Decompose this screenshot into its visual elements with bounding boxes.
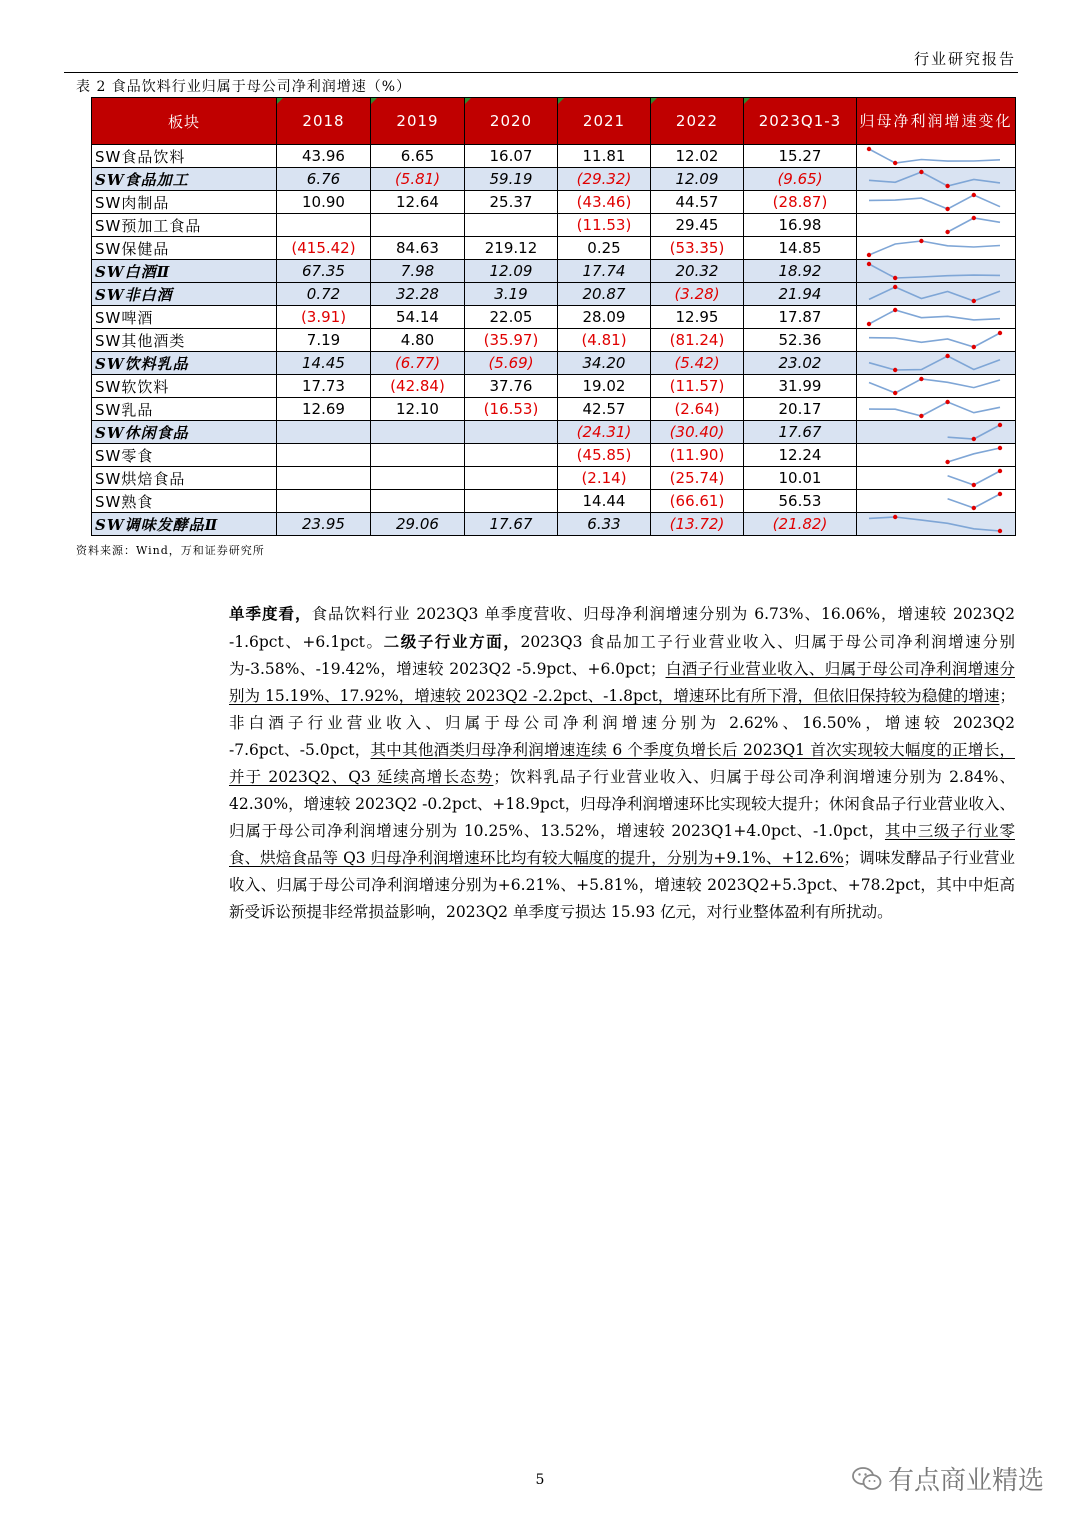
page-number: 5 [535,1472,545,1488]
value-cell-2018 [277,444,371,467]
value-cell-2019 [371,444,465,467]
trend-sparkline [857,490,1014,512]
value-cell-2020 [465,444,558,467]
col-header-2019 [371,98,465,145]
value-cell-2023q1-3: 10.01 [744,467,857,490]
value-cell-2018: 14.45 [277,352,371,375]
value-cell-2022: (2.64) [651,398,744,421]
bold-lead: 二级子行业方面， [383,632,521,651]
table-row [92,490,1016,513]
value-cell-2022: (3.28) [651,283,744,306]
chat-bubbles-icon [852,1466,882,1492]
value-cell-2022: (53.35) [651,237,744,260]
sector-name-cell: SW预加工食品 [92,214,277,237]
sparkline-min-marker [972,506,976,510]
trend-sparkline-cell [857,398,1016,421]
table-row [92,283,1016,306]
value-cell-2018: 0.72 [277,283,371,306]
value-cell-2020: 219.12 [465,237,558,260]
value-cell-2020: 12.09 [465,260,558,283]
trend-sparkline-cell [857,260,1016,283]
trend-sparkline-cell [857,214,1016,237]
value-cell-2020: (16.53) [465,398,558,421]
table-row [92,237,1016,260]
paragraph-text: ；非白酒子行业营业收入、归属于母公司净利润增速分别为 2.62%、16.50%，增速较 2023Q2 -7.6pct、-5.0pct， [229,687,1015,759]
sparkline-min-marker [919,414,923,418]
value-cell-2023q1-3: 18.92 [744,260,857,283]
col-header-2023q1-3 [744,98,857,145]
value-cell-2021: 42.57 [558,398,651,421]
comment-marker-icon [277,98,283,104]
value-cell-2020: 25.37 [465,191,558,214]
value-cell-2019: 12.64 [371,191,465,214]
sector-name-cell: SW乳品 [92,398,277,421]
table-row [92,467,1016,490]
header-divider [64,72,1018,73]
value-cell-2022: 12.09 [651,168,744,191]
sparkline-min-marker [867,322,871,326]
trend-sparkline [857,398,1014,420]
table-row [92,352,1016,375]
value-cell-2018: 12.69 [277,398,371,421]
value-cell-2021: 0.25 [558,237,651,260]
paragraph-text: ；饮料乳品子行业营业收入、归属于母公司净利润增速分别为 2.84%、42.30%，增速较 2023Q2 -0.2pct、+18.9pct，归母净利润增速环比实现较大提升；休闲食品子行业营业收入、归属于母公司净利润增速分别为 10.25%、13.52%，增速较 2023Q1+4.0pct、-1.0pct， [229,768,1015,840]
sparkline-max-marker [893,285,897,289]
value-cell-2020: 37.76 [465,375,558,398]
trend-sparkline [857,237,1014,259]
value-cell-2023q1-3: 17.67 [744,421,857,444]
sparkline-max-marker [893,308,897,312]
sparkline-path [869,287,1000,301]
sector-name-cell: SW非白酒 [92,283,277,306]
profit-growth-table [91,97,1016,536]
trend-sparkline-cell [857,283,1016,306]
value-cell-2021: (43.46) [558,191,651,214]
value-cell-2021: (4.81) [558,329,651,352]
value-cell-2021: 34.20 [558,352,651,375]
sparkline-max-marker [998,331,1002,335]
trend-sparkline-cell [857,375,1016,398]
value-cell-2019: 54.14 [371,306,465,329]
bold-lead: 单季度看， [229,604,312,623]
sector-name-cell: SW烘焙食品 [92,467,277,490]
value-cell-2021: 28.09 [558,306,651,329]
value-cell-2019: (42.84) [371,375,465,398]
sector-name-cell: SW啤酒 [92,306,277,329]
col-header-label: 2019 [396,112,439,130]
value-cell-2022: (66.61) [651,490,744,513]
col-header-2021 [558,98,651,145]
col-header-label: 2022 [675,112,719,130]
value-cell-2018: 10.90 [277,191,371,214]
sparkline-path [869,517,1000,531]
comment-marker-icon [744,98,750,104]
sparkline-max-marker [867,147,871,151]
comment-marker-icon [371,98,377,104]
value-cell-2019: (6.77) [371,352,465,375]
value-cell-2021: 20.87 [558,283,651,306]
value-cell-2022: (81.24) [651,329,744,352]
trend-sparkline-cell [857,421,1016,444]
watermark [852,1460,1044,1497]
value-cell-2018: 7.19 [277,329,371,352]
sparkline-max-marker [998,469,1002,473]
sparkline-path [948,448,1000,462]
value-cell-2020: 22.05 [465,306,558,329]
sparkline-max-marker [998,492,1002,496]
trend-sparkline-cell [857,490,1016,513]
table-row [92,444,1016,467]
sparkline-max-marker [972,193,976,197]
value-cell-2023q1-3: 15.27 [744,145,857,168]
value-cell-2018 [277,467,371,490]
table-header-row [92,98,1016,145]
sparkline-max-marker [972,216,976,220]
table-row [92,329,1016,352]
value-cell-2020: 59.19 [465,168,558,191]
paragraph-text: ；调味发酵品子行业营业收入、归属于母公司净利润增速分别为+6.21%、+5.81%，增速较 2023Q2+5.3pct、+78.2pct，其中中炬高新受诉讼预提非经常损益影响，2023Q2 单季度亏损达 15.93 亿元，对行业整体盈利有所扰动。 [229,849,1015,921]
trend-sparkline-cell [857,467,1016,490]
value-cell-2018: 6.76 [277,168,371,191]
trend-sparkline [857,467,1014,489]
trend-sparkline [857,352,1014,374]
value-cell-2020: 3.19 [465,283,558,306]
value-cell-2020: 17.67 [465,513,558,536]
value-cell-2019: 4.80 [371,329,465,352]
sector-name-cell: SW其他酒类 [92,329,277,352]
value-cell-2022: 20.32 [651,260,744,283]
sparkline-path [869,310,1000,324]
value-cell-2020: (35.97) [465,329,558,352]
sparkline-path [869,264,1000,278]
sparkline-path [869,195,1000,209]
value-cell-2019 [371,490,465,513]
trend-sparkline [857,145,1014,167]
sparkline-path [869,402,1000,416]
trend-sparkline-cell [857,306,1016,329]
value-cell-2023q1-3: 31.99 [744,375,857,398]
value-cell-2023q1-3: 14.85 [744,237,857,260]
sparkline-min-marker [972,437,976,441]
value-cell-2022: (25.74) [651,467,744,490]
value-cell-2020: (5.69) [465,352,558,375]
sector-name-cell: SW软饮料 [92,375,277,398]
value-cell-2021: (45.85) [558,444,651,467]
sparkline-path [869,356,1000,370]
trend-sparkline-cell [857,145,1016,168]
col-header-trend: 归母净利润增速变化 [857,98,1016,145]
trend-sparkline-cell [857,513,1016,536]
value-cell-2022: (30.40) [651,421,744,444]
value-cell-2020: 16.07 [465,145,558,168]
value-cell-2019: (5.81) [371,168,465,191]
sparkline-min-marker [893,276,897,280]
col-header-label: 2021 [582,112,626,130]
value-cell-2022: 44.57 [651,191,744,214]
value-cell-2019 [371,214,465,237]
source-note: 资料来源：Wind，万和证券研究所 [76,544,265,557]
sector-name-cell: SW饮料乳品 [92,352,277,375]
trend-sparkline-cell [857,191,1016,214]
value-cell-2021: (2.14) [558,467,651,490]
value-cell-2020 [465,467,558,490]
table-row [92,191,1016,214]
trend-sparkline-cell [857,329,1016,352]
trend-sparkline [857,283,1014,305]
value-cell-2021: 19.02 [558,375,651,398]
value-cell-2023q1-3: 12.24 [744,444,857,467]
value-cell-2019: 32.28 [371,283,465,306]
value-cell-2019: 7.98 [371,260,465,283]
sparkline-max-marker [998,423,1002,427]
sparkline-min-marker [893,391,897,395]
value-cell-2023q1-3: (9.65) [744,168,857,191]
value-cell-2018: 23.95 [277,513,371,536]
value-cell-2022: (13.72) [651,513,744,536]
value-cell-2021: (11.53) [558,214,651,237]
sparkline-max-marker [919,239,923,243]
comment-marker-icon [558,98,564,104]
col-header-sector: 板块 [92,98,277,145]
underlined-highlight: 其中其他酒类归母净利润增速连续 6 个季度负增长后 2023Q1 首次实现较大幅度的正增长，并于 2023Q2、Q3 延续高增长态势 [229,741,1015,786]
table-body [92,145,1016,536]
col-header-2020 [465,98,558,145]
table-row [92,168,1016,191]
sector-name-cell: SW调味发酵品Ⅱ [92,513,277,536]
paragraph-text: 食品饮料行业 2023Q3 单季度营收、归母净利润增速分别为 6.73%、16.06%，增速较 2023Q2 -1.6pct、+6.1pct。 [229,605,1015,651]
sector-name-cell: SW白酒Ⅱ [92,260,277,283]
value-cell-2023q1-3: 23.02 [744,352,857,375]
value-cell-2020 [465,421,558,444]
table-row [92,145,1016,168]
comment-marker-icon [465,98,471,104]
sparkline-min-marker [893,161,897,165]
value-cell-2023q1-3: 21.94 [744,283,857,306]
sector-name-cell: SW零食 [92,444,277,467]
value-cell-2022: 12.02 [651,145,744,168]
table-title: 表 2 食品饮料行业归属于母公司净利润增速（%） [76,79,412,95]
sparkline-path [869,241,1000,255]
value-cell-2020 [465,214,558,237]
sparkline-min-marker [972,299,976,303]
sparkline-min-marker [998,529,1002,533]
col-header-label: 2023Q1-3 [758,112,842,130]
value-cell-2021: 14.44 [558,490,651,513]
sparkline-min-marker [945,460,949,464]
value-cell-2020 [465,490,558,513]
sparkline-min-marker [972,483,976,487]
table-row [92,260,1016,283]
value-cell-2019: 29.06 [371,513,465,536]
value-cell-2018 [277,421,371,444]
col-header-2022 [651,98,744,145]
sparkline-max-marker [867,262,871,266]
value-cell-2023q1-3: (21.82) [744,513,857,536]
trend-sparkline [857,191,1014,213]
value-cell-2021: 17.74 [558,260,651,283]
sparkline-path [869,172,1000,186]
col-header-label: 2018 [302,112,345,130]
value-cell-2018: 17.73 [277,375,371,398]
sparkline-min-marker [945,184,949,188]
value-cell-2018: (415.42) [277,237,371,260]
value-cell-2018: 67.35 [277,260,371,283]
sparkline-path [869,149,1000,163]
analysis-paragraph [229,600,1015,926]
value-cell-2019: 6.65 [371,145,465,168]
sparkline-max-marker [893,515,897,519]
value-cell-2019: 12.10 [371,398,465,421]
trend-sparkline [857,513,1014,535]
sparkline-min-marker [972,345,976,349]
sparkline-max-marker [919,170,923,174]
trend-sparkline-cell [857,352,1016,375]
col-header-label: 2020 [489,112,533,130]
sparkline-max-marker [919,377,923,381]
sector-name-cell: SW食品加工 [92,168,277,191]
value-cell-2021: 6.33 [558,513,651,536]
sparkline-max-marker [945,400,949,404]
sparkline-max-marker [945,354,949,358]
value-cell-2022: 12.95 [651,306,744,329]
table-row [92,375,1016,398]
trend-sparkline [857,214,1014,236]
watermark-text: 有点商业精选 [887,1466,1044,1496]
sector-name-cell: SW食品饮料 [92,145,277,168]
underlined-highlight: 其中三级子行业零食、烘焙食品等 Q3 归母净利润增速环比均有较大幅度的提升，分别为+9.1%、+12.6% [229,822,1015,867]
trend-sparkline [857,306,1014,328]
value-cell-2018: (3.91) [277,306,371,329]
value-cell-2021: (24.31) [558,421,651,444]
value-cell-2022: 29.45 [651,214,744,237]
table-row [92,421,1016,444]
value-cell-2023q1-3: (28.87) [744,191,857,214]
value-cell-2021: (29.32) [558,168,651,191]
trend-sparkline-cell [857,237,1016,260]
trend-sparkline [857,260,1014,282]
trend-sparkline [857,329,1014,351]
sparkline-min-marker [945,207,949,211]
table-row [92,306,1016,329]
value-cell-2023q1-3: 52.36 [744,329,857,352]
value-cell-2019: 84.63 [371,237,465,260]
value-cell-2023q1-3: 17.87 [744,306,857,329]
value-cell-2023q1-3: 20.17 [744,398,857,421]
sector-name-cell: SW保健品 [92,237,277,260]
table-row [92,214,1016,237]
value-cell-2022: (11.90) [651,444,744,467]
trend-sparkline-cell [857,168,1016,191]
value-cell-2023q1-3: 16.98 [744,214,857,237]
sector-name-cell: SW熟食 [92,490,277,513]
sparkline-min-marker [945,230,949,234]
value-cell-2022: (5.42) [651,352,744,375]
comment-marker-icon [651,98,657,104]
sector-name-cell: SW休闲食品 [92,421,277,444]
value-cell-2018 [277,214,371,237]
trend-sparkline [857,375,1014,397]
trend-sparkline [857,444,1014,466]
trend-sparkline-cell [857,444,1016,467]
value-cell-2019 [371,421,465,444]
paragraph-text: 2023Q3 食品加工子行业营业收入、归属于母公司净利润增速分别为-3.58%、-19.42%，增速较 2023Q2 -5.9pct、+6.0pct； [229,633,1015,678]
sector-name-cell: SW肉制品 [92,191,277,214]
table-row [92,513,1016,536]
value-cell-2021: 11.81 [558,145,651,168]
table-row [92,398,1016,421]
value-cell-2019 [371,467,465,490]
trend-sparkline [857,421,1014,443]
sparkline-min-marker [893,368,897,372]
value-cell-2018 [277,490,371,513]
sparkline-path [869,379,1000,393]
value-cell-2022: (11.57) [651,375,744,398]
col-header-2018 [277,98,371,145]
value-cell-2023q1-3: 56.53 [744,490,857,513]
value-cell-2018: 43.96 [277,145,371,168]
sparkline-min-marker [867,253,871,257]
sparkline-max-marker [998,446,1002,450]
trend-sparkline [857,168,1014,190]
underlined-highlight: 白酒子行业营业收入、归属于母公司净利润增速分别为 15.19%、17.92%，增速较 2023Q2 -2.2pct、-1.8pct，增速环比有所下滑，但依旧保持较为稳健的增速 [229,660,1015,705]
sparkline-path [869,333,1000,347]
report-type-label: 行业研究报告 [913,50,1016,68]
